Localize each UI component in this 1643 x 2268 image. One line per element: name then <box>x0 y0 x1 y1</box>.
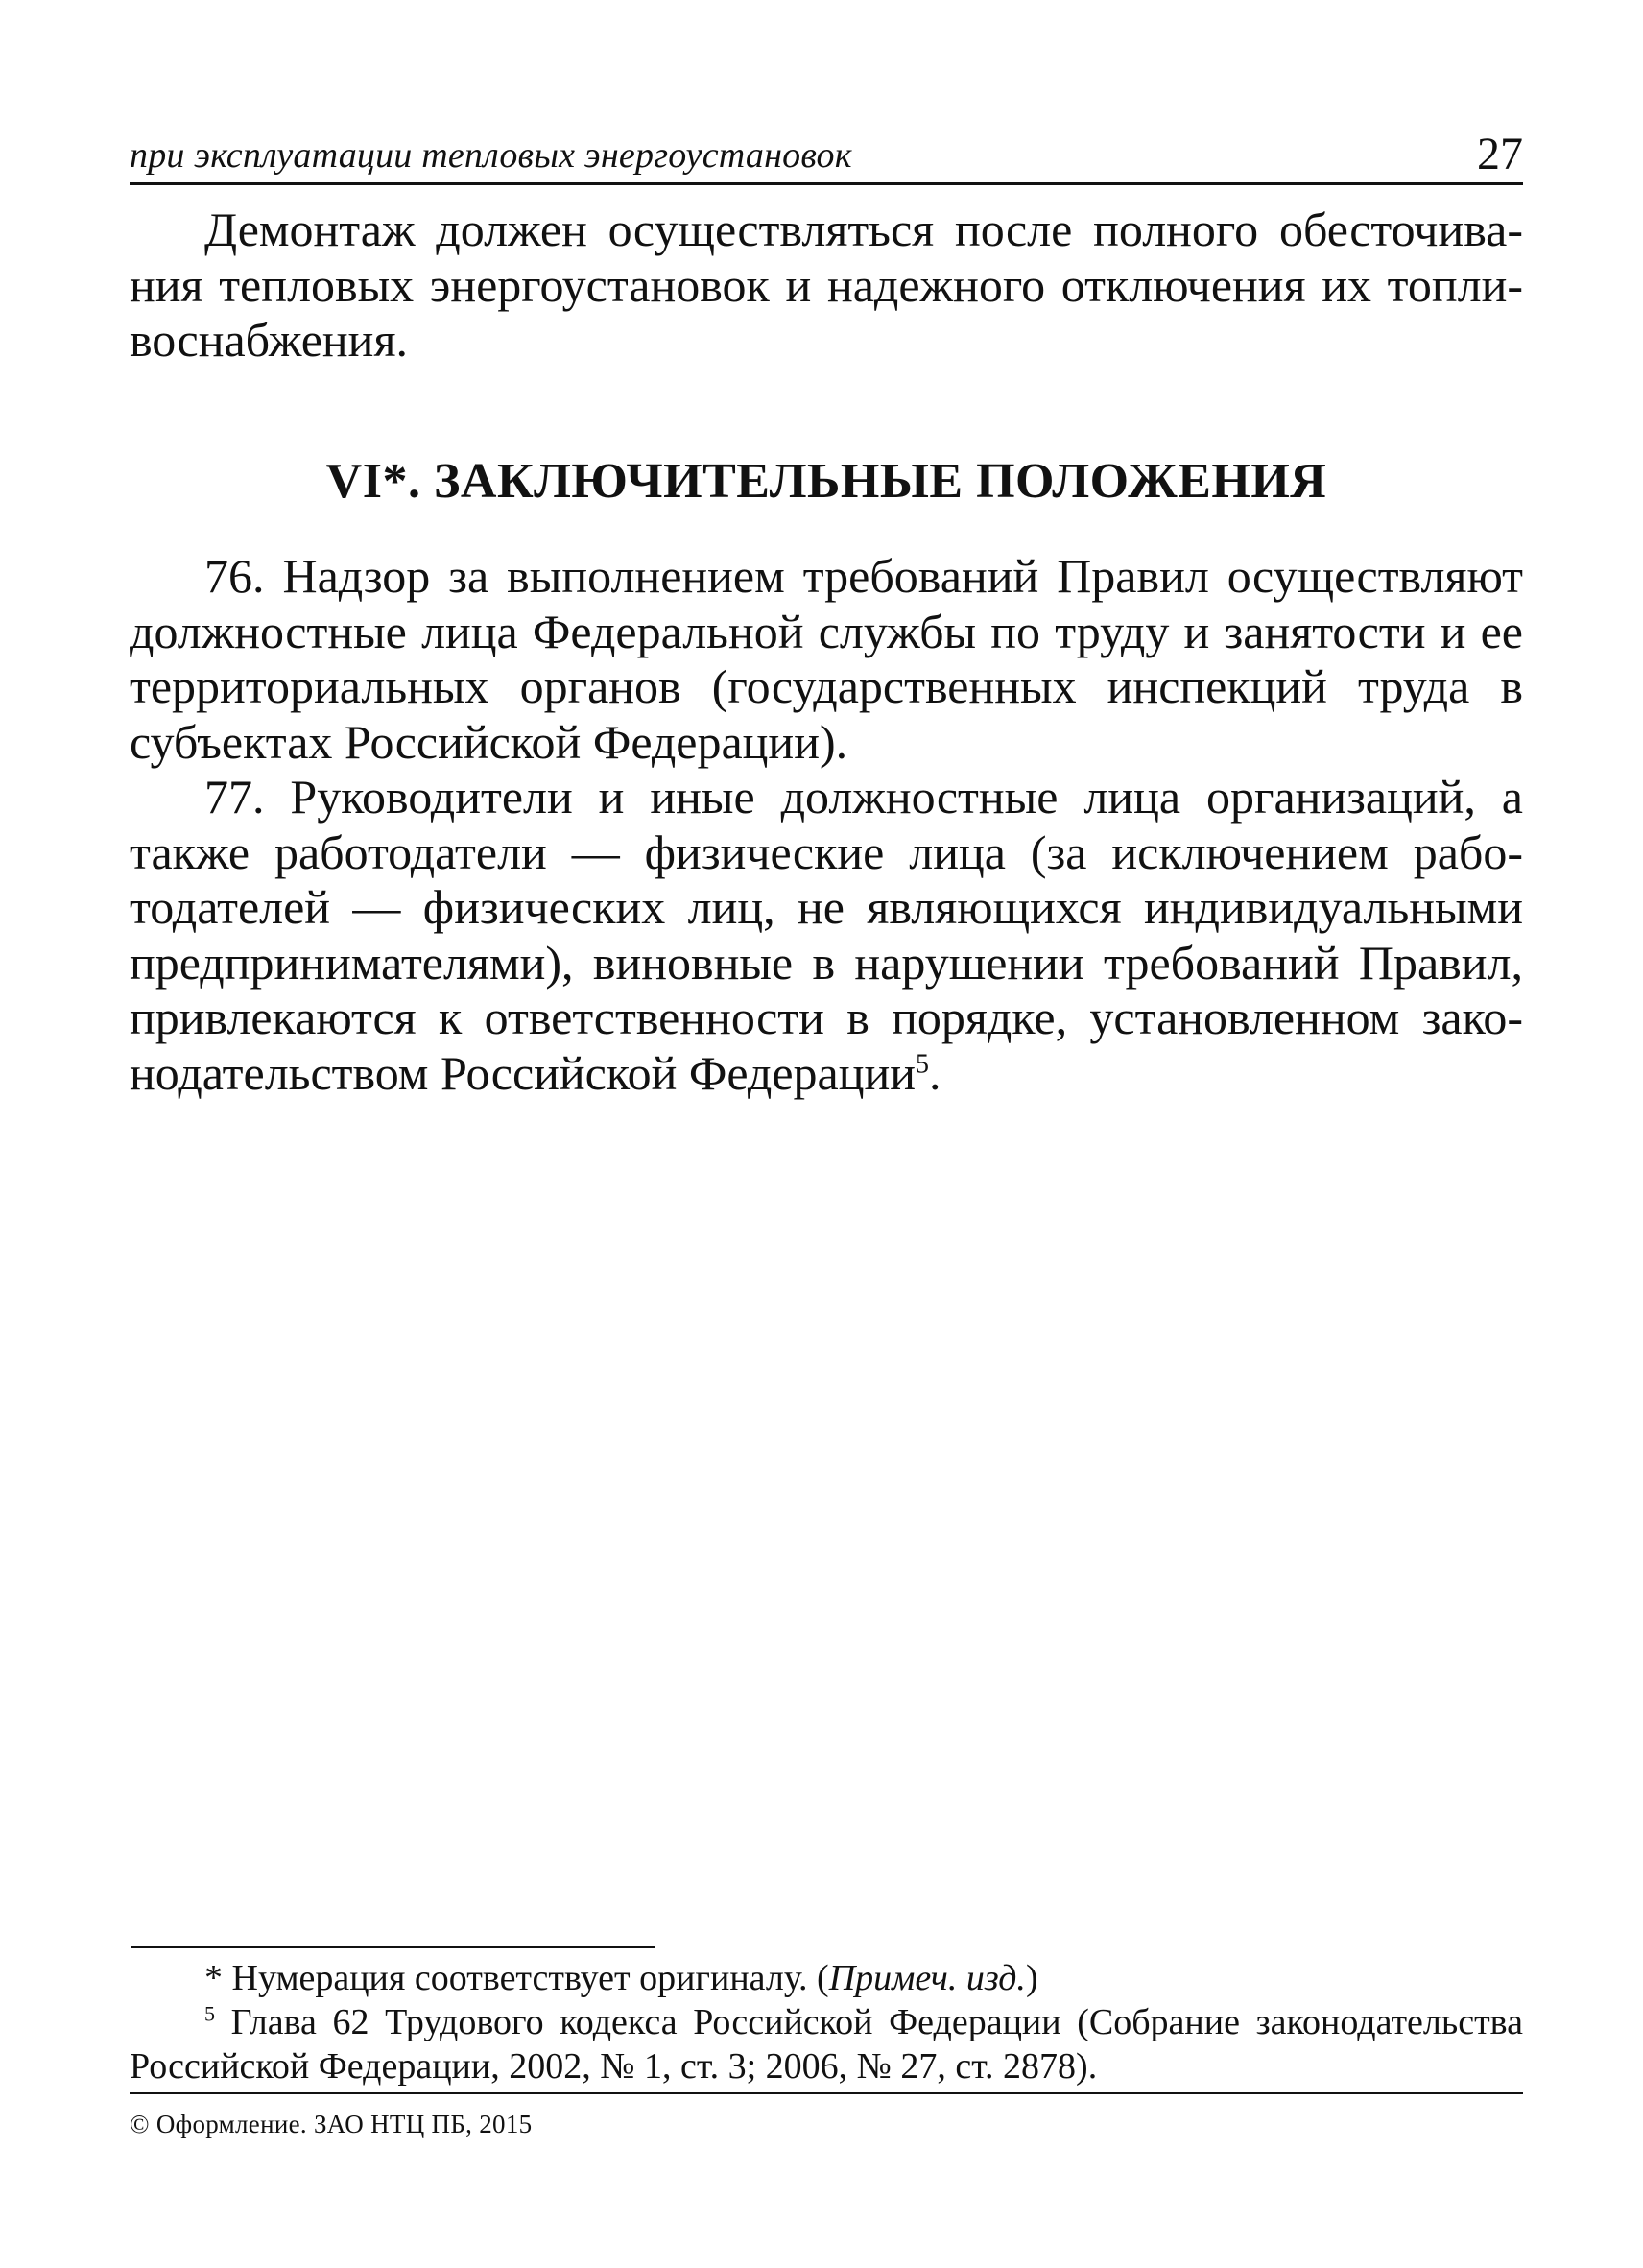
running-title: при эксплуатации тепловых энергоустановок <box>130 135 852 176</box>
bottom-separator <box>130 2092 1523 2094</box>
paragraph-77-text: 77. Руководители и иные должностные лица организаций, а также работодатели — физические лица (за исключением работодателей — физических лиц, не являющихся индивидуальными предпринимателями), виновные в нарушении требований Правил, привлекаются к ответственности в порядке, установленном законодательством Российской Федерации <box>130 770 1523 1100</box>
page-number: 27 <box>1477 129 1523 179</box>
footnotes <box>130 1956 1523 2089</box>
footnote-5 <box>130 2000 1523 2089</box>
section-heading: VI*. ЗАКЛЮЧИТЕЛЬНЫЕ ПОЛОЖЕНИЯ <box>325 454 1327 509</box>
intro-paragraph: Демонтаж должен осуществляться после полного обесточивания тепловых энергоустановок и надежного отключения их топливоснабжения. <box>130 203 1523 367</box>
copyright-notice: © Оформление. ЗАО НТЦ ПБ, 2015 <box>130 2110 533 2138</box>
running-header <box>130 121 1523 185</box>
footnote-5-text: Глава 62 Трудового кодекса Российской Федерации (Собрание законодательства Российской Федерации, 2002, № 1, ст. 3; 2006, № 27, ст. 2878). <box>130 2002 1523 2087</box>
footnote-ref-5[interactable]: 5 <box>916 1048 929 1079</box>
footnote-star-close: ) <box>1025 1958 1038 1998</box>
footnote-star-italic: Примеч. изд. <box>828 1958 1026 1998</box>
footnote-star <box>130 1956 1523 2000</box>
final-provisions-block <box>130 549 1523 1101</box>
intro-block <box>130 203 1523 369</box>
footnote-separator <box>131 1946 655 1948</box>
paragraph-77 <box>130 770 1523 1101</box>
footnote-star-text: * Нумерация соответствует оригиналу. ( <box>204 1958 829 1998</box>
paragraph-77-end: . <box>929 1045 941 1100</box>
paragraph-76: 76. Надзор за выполнением требований Правил осуществляют должностные лица Федеральной службы по труду и занятости и ее территориальных органов (государственных инспекций труда в субъектах Российской Федерации). <box>130 549 1523 769</box>
footnote-5-marker: 5 <box>204 2001 215 2026</box>
